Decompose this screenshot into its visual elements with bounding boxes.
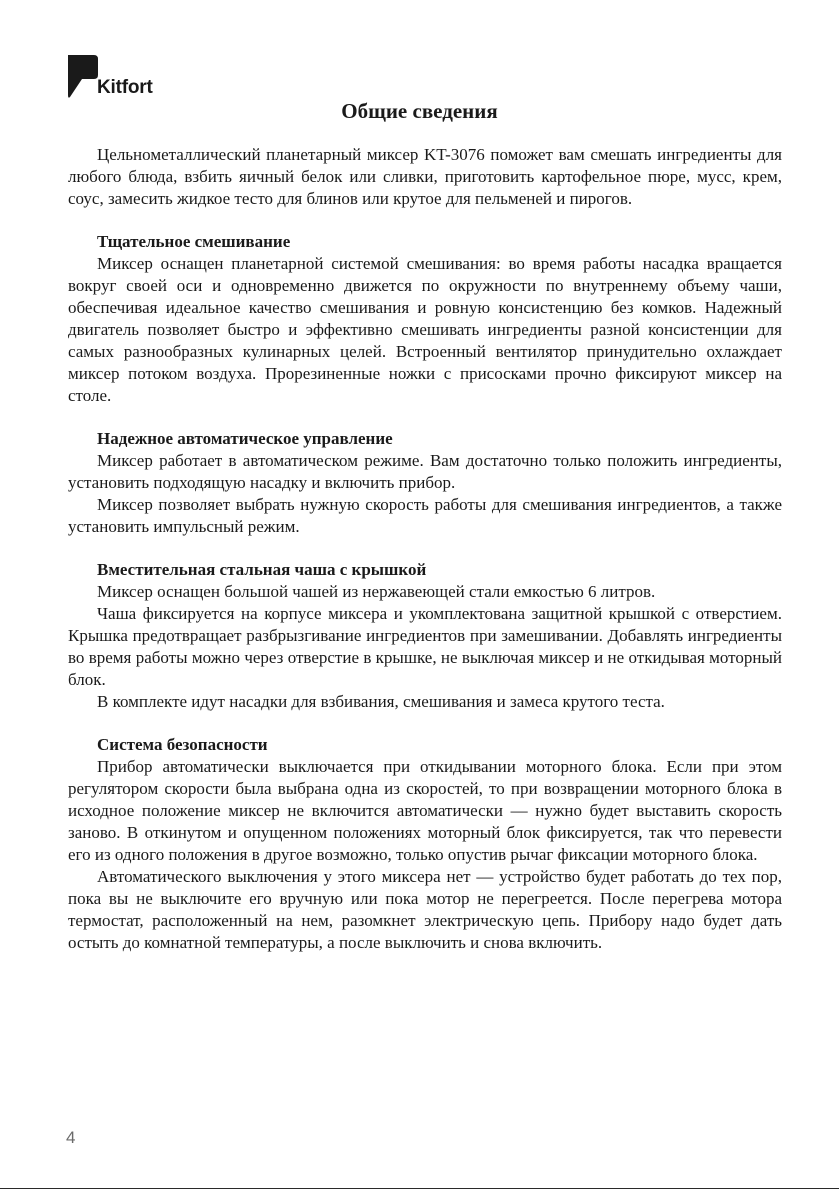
section-heading: Система безопасности [97, 735, 268, 754]
section-paragraph: Прибор автоматически выключается при откидывании моторного блока. Если при этом регулятором скорости была выбрана одна из скоростей, то при возвращении моторного блока в исходное положение миксер не включится автоматически — нужно будет выставить скорость заново. В откинутом и опущенном положениях моторный блок фиксируется, так что перевести его из одного положения в другое возможно, только опустив рычаг фиксации моторного блока. [68, 757, 782, 864]
section-paragraph: Автоматического выключения у этого миксера нет — устройство будет работать до тех пор, пока вы не выключите его вручную или пока мотор не перегреется. После перегрева мотора термостат, расположенный на нем, разомкнет электрическую цепь. Прибору надо будет дать остыть до комнатной температуры, а после выключить и снова включить. [68, 867, 782, 952]
kitfort-tag-icon [66, 55, 98, 99]
section-automatic-control [68, 428, 782, 538]
section-steel-bowl [68, 559, 782, 713]
section-paragraph: Миксер оснащен планетарной системой смешивания: во время работы насадка вращается вокруг своей оси и одновременно движется по окружности по внутреннему объему чаши, обеспечивая идеальное качество смешивания и ровную консистенцию без комков. Надежный двигатель позволяет быстро и эффективно смешивать ингредиенты разной консистенции для самых разнообразных кулинарных целей. Встроенный вентилятор принудительно охлаждает миксер потоком воздуха. Прорезиненные ножки с присосками прочно фиксируют миксер на столе. [68, 254, 782, 405]
page-title: Общие сведения [341, 99, 498, 123]
intro-paragraph: Цельнометаллический планетарный миксер KT-3076 поможет вам смешать ингредиенты для любого блюда, взбить яичный белок или сливки, приготовить картофельное пюре, мусс, крем, соус, замесить жидкое тесто для блинов или крутое для пельменей и пирогов. [68, 145, 782, 208]
section-paragraph: В комплекте идут насадки для взбивания, смешивания и замеса крутого теста. [97, 692, 665, 711]
section-safety-system [68, 734, 782, 954]
section-paragraph: Миксер работает в автоматическом режиме. Вам достаточно только положить ингредиенты, установить подходящую насадку и включить прибор. [68, 451, 782, 492]
section-heading: Тщательное смешивание [97, 232, 291, 251]
page-number: 4 [66, 1128, 76, 1147]
section-paragraph: Чаша фиксируется на корпусе миксера и укомплектована защитной крышкой с отверстием. Крышка предотвращает разбрызгивание ингредиентов при замешивании. Добавлять ингредиенты во время работы можно через отверстие в крышке, не выключая миксер и не откидывая моторный блок. [68, 604, 782, 689]
logo-text: Kitfort [97, 77, 153, 98]
section-heading: Надежное автоматическое управление [97, 429, 393, 448]
section-paragraph: Миксер позволяет выбрать нужную скорость работы для смешивания ингредиентов, а также установить импульсный режим. [68, 495, 782, 536]
section-thorough-mixing [68, 231, 782, 407]
document-body [68, 144, 782, 954]
footer-divider [0, 1188, 839, 1189]
kitfort-logo [66, 55, 176, 101]
section-heading: Вместительная стальная чаша с крышкой [97, 560, 427, 579]
section-paragraph: Миксер оснащен большой чашей из нержавеющей стали емкостью 6 литров. [97, 582, 656, 601]
